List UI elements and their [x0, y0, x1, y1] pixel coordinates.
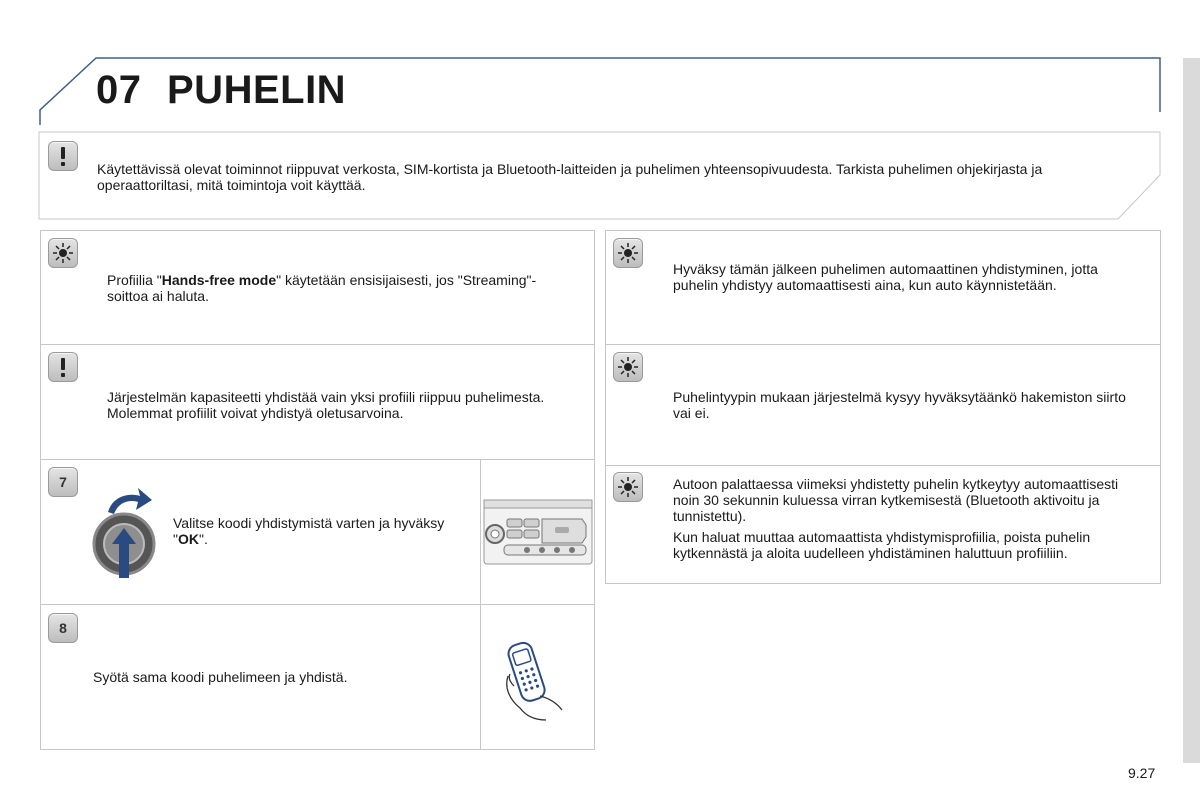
tip-autoconnect-text: Hyväksy tämän jälkeen puhelimen automaattinen yhdistyminen, jotta puhelin yhdistyy automaattisesti aina, kun auto käynnistetään.	[673, 261, 1098, 293]
ok-label: OK	[177, 531, 199, 547]
tip-reconnect-text-2: Kun haluat muuttaa automaattista yhdistymisprofiilia, poista puhelin kytkennästä ja aloita uudelleen yhdistäminen haluttuun profiiliin.	[673, 529, 1091, 561]
side-tab-bar	[1183, 58, 1200, 763]
tip-reconnect-text-1: Autoon palattaessa viimeksi yhdistetty puhelin kytkeytyy automaattisesti noin 30 sekunnin kuluessa virran kytkemisestä (Bluetooth aktivoitu ja tunnistettu).	[673, 476, 1119, 524]
step-number-badge: 8	[48, 613, 78, 643]
step-number-badge: 7	[48, 467, 78, 497]
exclamation-icon	[48, 352, 78, 382]
page-number: 9.27	[1128, 765, 1156, 781]
tip-handsfree-text: Profiilia "Hands-free mode" käytetään ensisijaisesti, jos "Streaming"-soittoa ai haluta.	[107, 272, 537, 304]
rotary-knob-icon	[88, 486, 160, 584]
chapter-number: 07	[96, 68, 142, 112]
step8-text: Syötä sama koodi puhelimeen ja yhdistä.	[93, 669, 348, 685]
tip-lightbulb-icon	[613, 238, 643, 268]
chapter-title: PUHELIN	[167, 68, 347, 112]
tip-directory-text: Puhelintyypin mukaan järjestelmä kysyy hyväksytäänkö hakemiston siirto vai ei.	[673, 389, 1126, 421]
warning-capacity-text: Järjestelmän kapasiteetti yhdistää vain yksi profiili riippuu puhelimesta. Molemmat profiilit voivat yhdistyä oletusarvoina.	[107, 389, 545, 421]
tip-lightbulb-icon	[613, 352, 643, 382]
hands-free-mode-label: Hands-free mode	[161, 272, 277, 288]
radio-unit-illustration	[482, 497, 594, 569]
phone-in-hand-illustration	[500, 636, 575, 728]
exclamation-icon	[48, 141, 78, 171]
step7-text: Valitse koodi yhdistymistä varten ja hyväksy "OK".	[173, 515, 445, 547]
tip-lightbulb-icon	[613, 472, 643, 502]
tip-lightbulb-icon	[48, 238, 78, 268]
notice-text: Käytettävissä olevat toiminnot riippuvat verkosta, SIM-kortista ja Bluetooth-laitteiden ja puhelimen yhteensopivuudesta. Tarkista puhelimen ohjekirjasta ja operaattoriltasi, mitä toimintoja voit käyttää.	[97, 161, 1043, 193]
